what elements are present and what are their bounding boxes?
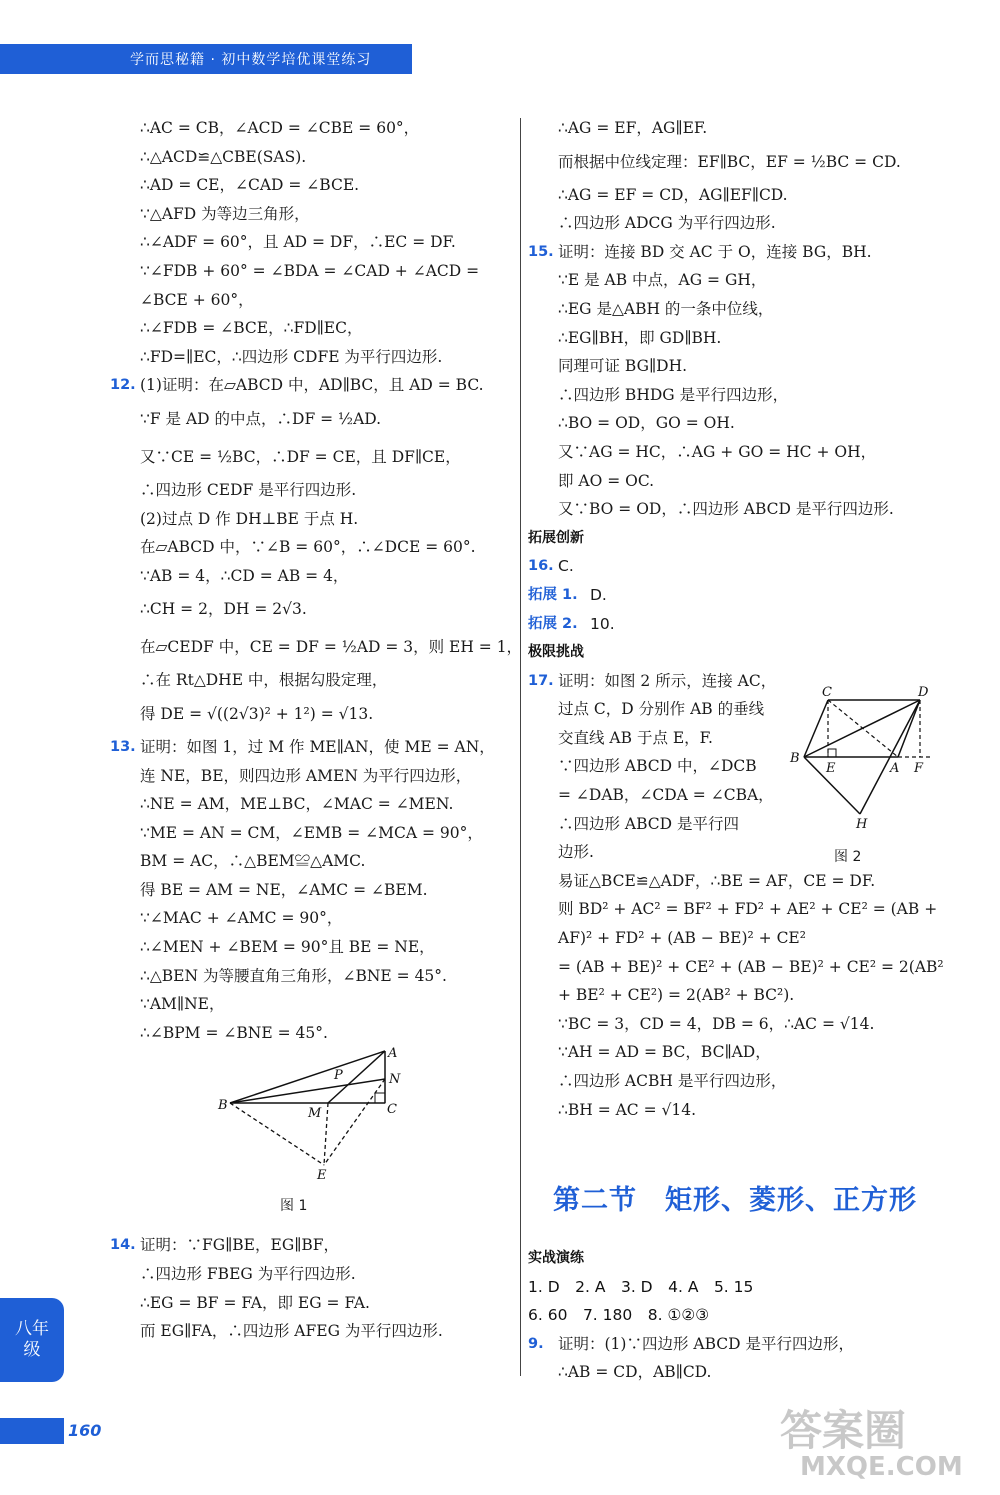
left-line [110,171,515,200]
watermark-url: MXQE.COM [800,1452,963,1482]
right-line [528,438,938,467]
problem-number: 9. [528,1335,544,1352]
right-text: ∴四边形 BHDG 是平行四边形， [558,385,789,404]
fig2-label-h: H [856,817,868,832]
fig2-label-e: E [826,761,836,776]
fig1-label-e: E [317,1168,327,1184]
right-line [528,143,938,181]
answer-16-text: C. [558,557,574,576]
left-text: BM = AC，∴△BEM≌△AMC. [140,852,366,871]
figure-2-diagram [780,682,940,832]
problem-number: 14. [110,1237,136,1254]
right-text: ∴AG = EF = CD，AG∥EF∥CD. [558,185,788,204]
left-line [110,904,515,933]
right-text: 即 AO = OC. [558,471,655,490]
left-line [110,286,515,315]
left-text: ∠BCE + 60°， [140,290,254,309]
right-text: ∴EG∥BH，即 GD∥BH. [558,328,722,347]
fig2-label-c: C [822,685,832,700]
page-bar [0,1418,64,1444]
problem-17-text: 边形. [558,843,594,862]
problem-17-proof-text: = (AB + BE)² + CE² + (AB − BE)² + CE² = 2(AB² [558,957,944,976]
problem-17-proof-text: ∴四边形 ACBH 是平行四边形， [558,1072,787,1090]
practice-section [528,1244,938,1387]
problem-17-proof-text: 易证△BCE≌△ADF，∴BE = AF，CE = DF. [558,871,876,890]
problem-17-proof-line [528,1038,938,1067]
left-line [110,590,515,628]
answer-16-number: 16. [528,558,554,575]
left-line [110,438,515,476]
answer-tuozhan-1-text: D. [590,585,607,604]
left-line [110,695,515,733]
left-line [110,228,515,257]
left-line [110,200,515,229]
problem-17-proof-line [528,1096,938,1125]
grade-tab: 八年级 [0,1298,64,1382]
right-line [528,238,938,267]
left-text: (2)过点 D 作 DH⊥BE 于点 H. [140,509,359,528]
problem-17-proof-lines [528,867,944,1124]
left-line [110,1019,515,1048]
left-line [110,762,515,791]
right-line [528,181,938,210]
figure-2-caption: 图 2 [834,849,862,865]
right-text: ∴AG = EF，AG∥EF. [558,119,708,137]
problem-17-proof-line [528,981,938,1010]
left-line [110,876,515,905]
problem-17-proof-text: ∴BH = AC = √14. [558,1100,697,1119]
answer-tuozhan-2 [528,610,938,639]
left-text: ∴△ACD≌△CBE(SAS). [140,147,307,166]
left-line [110,962,515,991]
left2-text: 而 EG∥FA，∴四边形 AFEG 为平行四边形. [140,1322,443,1341]
problem-17-proof-text: ∵AH = AD = BC，BC∥AD， [558,1043,771,1062]
problem-17-text: 交直线 AB 于点 E，F. [558,728,713,747]
left2-lines [110,1231,515,1345]
left-text: ∴∠BPM = ∠BNE = 45°. [140,1023,328,1042]
header-banner: 学而思秘籍 · 初中数学培优课堂练习 [0,44,412,74]
problem-17-proof-line [528,953,944,982]
problem-17-proof-line [528,924,938,953]
left-text: ∵AM∥NE， [140,995,225,1014]
left-text: ∴AD = CE，∠CAD = ∠BCE. [140,176,360,195]
problem-9-text: 证明：(1)∵四边形 ABCD 是平行四边形， [558,1334,854,1353]
right-lines [528,114,938,524]
left-line [110,790,515,819]
problem-9-line [528,1358,938,1387]
answers-row-2: 6. 60 7. 180 8. ①②③ [528,1306,710,1325]
right-line [528,352,938,381]
fig1-label-b: B [218,1098,228,1114]
left-line [110,114,515,143]
fig2-label-d: D [918,685,929,700]
right-text: ∴四边形 ADCG 为平行四边形. [558,214,776,233]
right-line [528,324,938,353]
left-text: ∵ME = AN = CM，∠EMB = ∠MCA = 90°， [140,823,483,842]
problem-17-proof-line [528,1010,938,1039]
left2-text: 证明：∵FG∥BE，EG∥BF， [140,1236,340,1255]
left2-line [110,1231,515,1260]
left-text: ∴△BEN 为等腰直角三角形，∠BNE = 45°. [140,966,447,985]
right-text: 又∵AG = HC，∴AG + GO = HC + OH， [558,442,877,461]
right-text: ∵E 是 AB 中点，AG = GH， [558,271,767,290]
problem-number: 17. [528,672,554,689]
left2-line [110,1289,515,1318]
problem-17-line [528,838,938,867]
problem-9-lines [528,1330,938,1387]
left2-text: ∴四边形 FBEG 为平行四边形. [140,1265,356,1284]
fig2-label-b: B [790,751,800,766]
problem-17-text: = ∠DAB，∠CDA = ∠CBA， [558,786,774,805]
problem-17-proof-text: AF)² + FD² + (AB − BE)² + CE² [558,929,806,948]
left-line [110,733,515,762]
left-text: 在▱CEDF 中，CE = DF = ½AD = 3，则 EH = 1， [140,638,523,657]
left-text: ∴∠ADF = 60°，且 AD = DF，∴EC = DF. [140,233,456,252]
left-text: 连 NE，BE，则四边形 AMEN 为平行四边形， [140,766,472,785]
right-line [528,409,938,438]
right-text: 而根据中位线定理：EF∥BC，EF = ½BC = CD. [558,152,901,171]
left-text: ∴在 Rt△DHE 中，根据勾股定理， [140,671,388,690]
answer-16 [528,552,938,581]
left-text: 得 BE = AM = NE，∠AMC = ∠BEM. [140,880,428,899]
right-line [528,266,938,295]
left-text: 证明：如图 1，过 M 作 ME∥AN，使 ME = AN， [140,737,495,756]
left-line [110,505,515,534]
left-text: ∴NE = AM，ME⊥BC，∠MAC = ∠MEN. [140,795,454,814]
figure-1 [210,1047,515,1231]
problem-9-line [528,1330,938,1359]
watermark-logo: 答案圈 [780,1406,907,1455]
right-line [528,114,938,143]
right-text: ∴EG 是△ABH 的一条中位线， [558,299,774,318]
left-text: ∴四边形 CEDF 是平行四边形. [140,480,357,499]
fig1-label-a: A [388,1047,398,1062]
right-column [528,114,944,1124]
problem-9-text: ∴AB = CD，AB∥CD. [558,1363,712,1382]
right-line [528,381,938,410]
right-line [528,295,938,324]
left-text: ∵F 是 AD 的中点，∴DF = ½AD. [140,409,382,428]
page-number: 160 [68,1421,102,1440]
left-line [110,819,515,848]
left-text: ∴CH = 2，DH = 2√3. [140,600,307,619]
left-text: ∵△AFD 为等边三角形， [140,204,310,223]
left-text: 在▱ABCD 中，∵∠B = 60°，∴∠DCE = 60°. [140,538,476,557]
problem-number: 15. [528,243,554,260]
left-line [110,628,523,666]
right-text: 同理可证 BG∥DH. [558,357,688,376]
answer-tuozhan-1 [528,581,938,610]
left-line [110,400,515,438]
left-line [110,933,515,962]
section-jixian: 极限挑战 [528,644,584,661]
column-divider [520,118,521,1376]
figure-1-diagram [210,1047,410,1207]
left-line [110,666,515,695]
left-text: ∵∠FDB + 60° = ∠BDA = ∠CAD + ∠ACD = [140,261,480,280]
left-text: 又∵CE = ½BC，∴DF = CE，且 DF∥CE， [140,447,461,466]
right-line [528,467,938,496]
fig2-label-f: F [914,761,924,776]
left-text: ∴∠MEN + ∠BEM = 90°且 BE = NE， [140,938,435,957]
fig1-label-c: C [387,1102,397,1118]
figure-2 [780,682,940,865]
problem-17-proof-line [528,1067,938,1096]
left2-text: ∴EG = BF = FA，即 EG = FA. [140,1293,370,1312]
problem-17-text: 证明：如图 2 所示，连接 AC， [558,671,777,690]
problem-number: 13. [110,738,136,755]
left-text: ∵AB = 4，∴CD = AB = 4， [140,566,349,585]
right-text: ∴BO = OD，GO = OH. [558,414,735,433]
left-line [110,343,515,372]
left-text: ∵∠MAC + ∠AMC = 90°， [140,909,343,928]
left-lines [110,114,523,1047]
right-text: 证明：连接 BD 交 AC 于 O，连接 BG，BH. [558,242,872,261]
fig2-label-a: A [890,761,900,776]
problem-17-text: ∵四边形 ABCD 中，∠DCB [558,757,757,776]
right-line [528,209,938,238]
section-tuozhan: 拓展创新 [528,529,584,546]
left-line [110,533,515,562]
right-text: 又∵BO = OD，∴四边形 ABCD 是平行四边形. [558,500,894,519]
left2-line [110,1317,515,1346]
problem-17-proof-line [528,867,938,896]
left-line [110,990,515,1019]
left-line [110,143,515,172]
problem-17-text: ∴四边形 ABCD 是平行四 [558,814,740,833]
left-column [110,114,523,1346]
problem-17-proof-text: 则 BD² + AC² = BF² + FD² + AE² + CE² = (AB + [558,900,938,919]
problem-17-text: 过点 C，D 分别作 AB 的垂线 [558,700,765,719]
answer-tuozhan-2-number: 拓展 2. [528,615,578,632]
left-text: 得 DE = √((2√3)² + 1²) = √13. [140,704,374,723]
problem-17-proof-line [528,895,938,924]
left-text: ∴FD=∥EC，∴四边形 CDFE 为平行四边形. [140,347,443,366]
answer-tuozhan-1-number: 拓展 1. [528,586,578,603]
left-line [110,562,515,591]
problem-17-proof-text: + BE² + CE²) = 2(AB² + BC²). [558,986,795,1005]
left-line [110,847,515,876]
left-text: ∴AC = CB，∠ACD = ∠CBE = 60°， [140,119,420,137]
left2-line [110,1260,515,1289]
answer-tuozhan-2-text: 10. [590,614,615,633]
left-text: ∴∠FDB = ∠BCE，∴FD∥EC， [140,319,363,338]
problem-17-proof-text: ∵BC = 3，CD = 4，DB = 6，∴AC = √14. [558,1014,875,1033]
left-line [110,476,515,505]
left-line [110,257,515,286]
fig1-label-p: P [334,1068,343,1084]
left-text: (1)证明：在▱ABCD 中，AD∥BC，且 AD = BC. [140,376,484,395]
right-line [528,495,938,524]
fig1-label-m: M [308,1106,322,1122]
left-line [110,314,515,343]
section-shizhan: 实战演练 [528,1250,584,1266]
problem-number: 12. [110,377,136,394]
fig1-label-n: N [389,1072,401,1088]
left-line [110,371,515,400]
section-title: 第二节 矩形、菱形、正方形 [553,1185,917,1216]
figure-1-caption: 图 1 [280,1198,308,1215]
answers-row-1: 1. D 2. A 3. D 4. A 5. 15 [528,1277,754,1296]
